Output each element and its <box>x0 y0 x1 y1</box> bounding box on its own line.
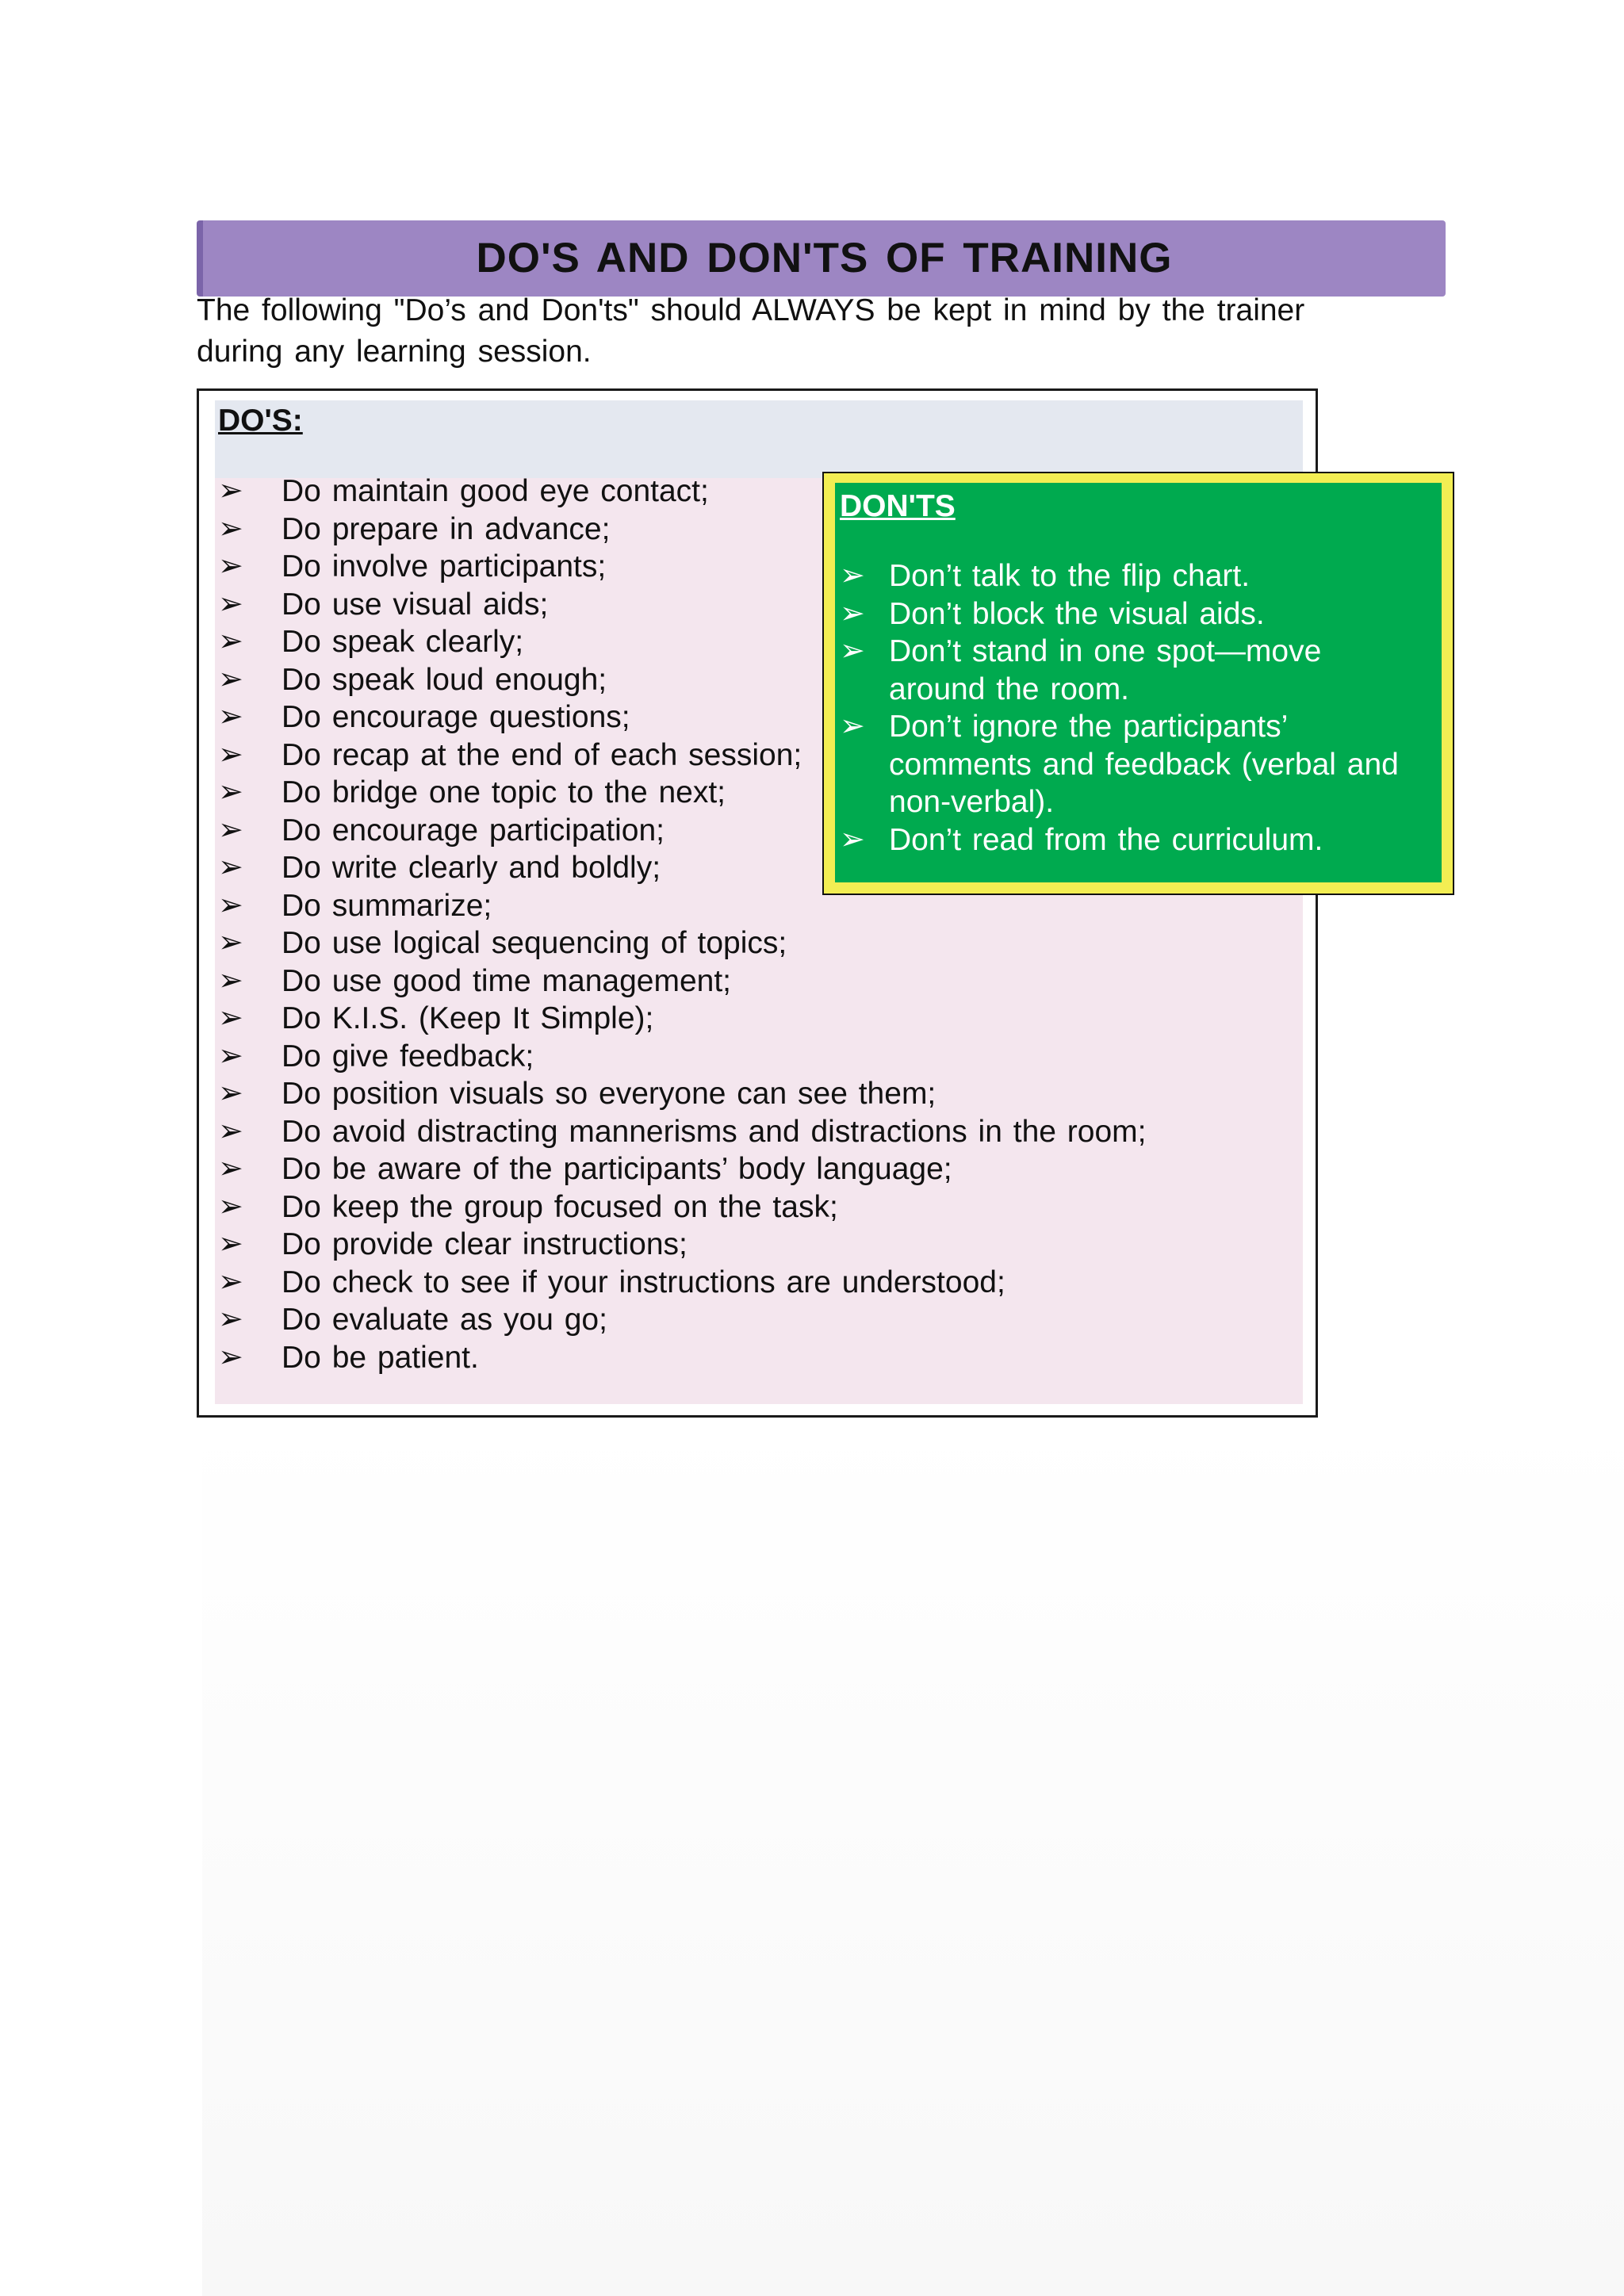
dos-header-band <box>215 400 1303 478</box>
intro-text: The following "Do’s and Don'ts" should ALWAYS be kept in mind by the trainer during any learning session. <box>197 293 1305 369</box>
donts-border <box>824 473 1453 894</box>
arrow-bullet-icon: ➢ <box>840 634 865 668</box>
arrow-bullet-icon: ➢ <box>218 963 243 997</box>
donts-list-item <box>840 595 1427 633</box>
dos-list-item <box>218 1226 1146 1264</box>
arrow-bullet-icon: ➢ <box>218 625 243 658</box>
arrow-bullet-icon: ➢ <box>218 662 243 696</box>
dos-list-item-text: Do encourage questions; <box>282 700 630 734</box>
dos-list-item <box>218 1000 1146 1038</box>
donts-list-item <box>840 557 1427 595</box>
arrow-bullet-icon: ➢ <box>218 926 243 959</box>
arrow-bullet-icon: ➢ <box>218 1340 243 1374</box>
arrow-bullet-icon: ➢ <box>218 587 243 621</box>
dos-list-item-text: Do position visuals so everyone can see them; <box>282 1077 936 1111</box>
arrow-bullet-icon: ➢ <box>218 851 243 884</box>
dos-list-item <box>218 1113 1146 1151</box>
dos-list-item-text: Do provide clear instructions; <box>282 1227 688 1261</box>
dos-list-item-text: Do encourage participation; <box>282 813 665 848</box>
donts-list-item-text: Don’t read from the curriculum. <box>889 822 1323 857</box>
arrow-bullet-icon: ➢ <box>218 737 243 771</box>
arrow-bullet-icon: ➢ <box>218 775 243 809</box>
arrow-bullet-icon: ➢ <box>840 710 865 743</box>
dos-list-item-text: Do avoid distracting mannerisms and distractions in the room; <box>282 1114 1147 1149</box>
arrow-bullet-icon: ➢ <box>218 1303 243 1336</box>
dos-list-item-text: Do speak loud enough; <box>282 662 607 697</box>
dos-list-item-text: Do check to see if your instructions are understood; <box>282 1265 1005 1299</box>
dos-list-item-text: Do use good time management; <box>282 963 731 998</box>
dos-list-item-text: Do give feedback; <box>282 1039 534 1073</box>
donts-list-item-text: Don’t talk to the flip chart. <box>889 559 1251 593</box>
arrow-bullet-icon: ➢ <box>218 1039 243 1073</box>
donts-box <box>822 472 1454 895</box>
arrow-bullet-icon: ➢ <box>218 1077 243 1110</box>
arrow-bullet-icon: ➢ <box>840 559 865 592</box>
donts-list <box>840 557 1427 859</box>
donts-list-item-text: Don’t ignore the participants’ comments and feedback (verbal and non-verbal). <box>889 710 1399 819</box>
dos-list-item-text: Do be aware of the participants’ body language; <box>282 1152 952 1186</box>
dos-list-item-text: Do prepare in advance; <box>282 511 611 546</box>
arrow-bullet-icon: ➢ <box>218 1152 243 1185</box>
dos-list-item-text: Do use visual aids; <box>282 587 549 622</box>
arrow-bullet-icon: ➢ <box>218 888 243 922</box>
title-banner <box>197 220 1446 297</box>
arrow-bullet-icon: ➢ <box>218 1114 243 1148</box>
arrow-bullet-icon: ➢ <box>218 549 243 583</box>
donts-list-item <box>840 633 1427 708</box>
donts-panel <box>835 483 1442 882</box>
dos-list-item-text: Do bridge one topic to the next; <box>282 775 726 809</box>
donts-list-item <box>840 708 1427 821</box>
dos-list-item-text: Do maintain good eye contact; <box>282 474 709 508</box>
donts-heading: DON'TS <box>840 489 956 523</box>
dos-list-item <box>218 962 1146 1001</box>
dos-list-item-text: Do keep the group focused on the task; <box>282 1189 838 1224</box>
donts-list-item <box>840 821 1427 859</box>
arrow-bullet-icon: ➢ <box>218 1265 243 1299</box>
donts-list-item-text: Don’t stand in one spot—move around the room. <box>889 634 1322 706</box>
dos-list-item <box>218 1264 1146 1302</box>
page-shade <box>202 1419 1624 2296</box>
dos-list-item-text: Do write clearly and boldly; <box>282 851 661 885</box>
arrow-bullet-icon: ➢ <box>840 596 865 630</box>
dos-list-item <box>218 1038 1146 1076</box>
dos-list-item-text: Do recap at the end of each session; <box>282 737 802 772</box>
dos-list-item <box>218 1150 1146 1188</box>
arrow-bullet-icon: ➢ <box>218 700 243 733</box>
donts-list-item-text: Don’t block the visual aids. <box>889 596 1265 631</box>
dos-list-item-text: Do be patient. <box>282 1340 479 1375</box>
dos-list-item <box>218 1075 1146 1113</box>
arrow-bullet-icon: ➢ <box>218 511 243 545</box>
dos-heading: DO'S: <box>218 404 303 438</box>
dos-list-item-text: Do K.I.S. (Keep It Simple); <box>282 1001 654 1035</box>
arrow-bullet-icon: ➢ <box>218 474 243 507</box>
dos-list-item-text: Do speak clearly; <box>282 625 524 659</box>
dos-list-item-text: Do evaluate as you go; <box>282 1303 607 1337</box>
arrow-bullet-icon: ➢ <box>218 1001 243 1035</box>
dos-list-item <box>218 1188 1146 1226</box>
arrow-bullet-icon: ➢ <box>218 1227 243 1261</box>
arrow-bullet-icon: ➢ <box>840 822 865 856</box>
dos-list-item-text: Do involve participants; <box>282 549 607 584</box>
dos-list-item <box>218 924 1146 962</box>
dos-list-item-text: Do summarize; <box>282 888 492 923</box>
dos-list-item-text: Do use logical sequencing of topics; <box>282 926 787 960</box>
dos-list-item <box>218 1301 1146 1339</box>
arrow-bullet-icon: ➢ <box>218 1189 243 1223</box>
dos-list-item <box>218 1339 1146 1377</box>
page-title: DO'S AND DON'TS OF TRAINING <box>476 235 1173 281</box>
arrow-bullet-icon: ➢ <box>218 813 243 847</box>
